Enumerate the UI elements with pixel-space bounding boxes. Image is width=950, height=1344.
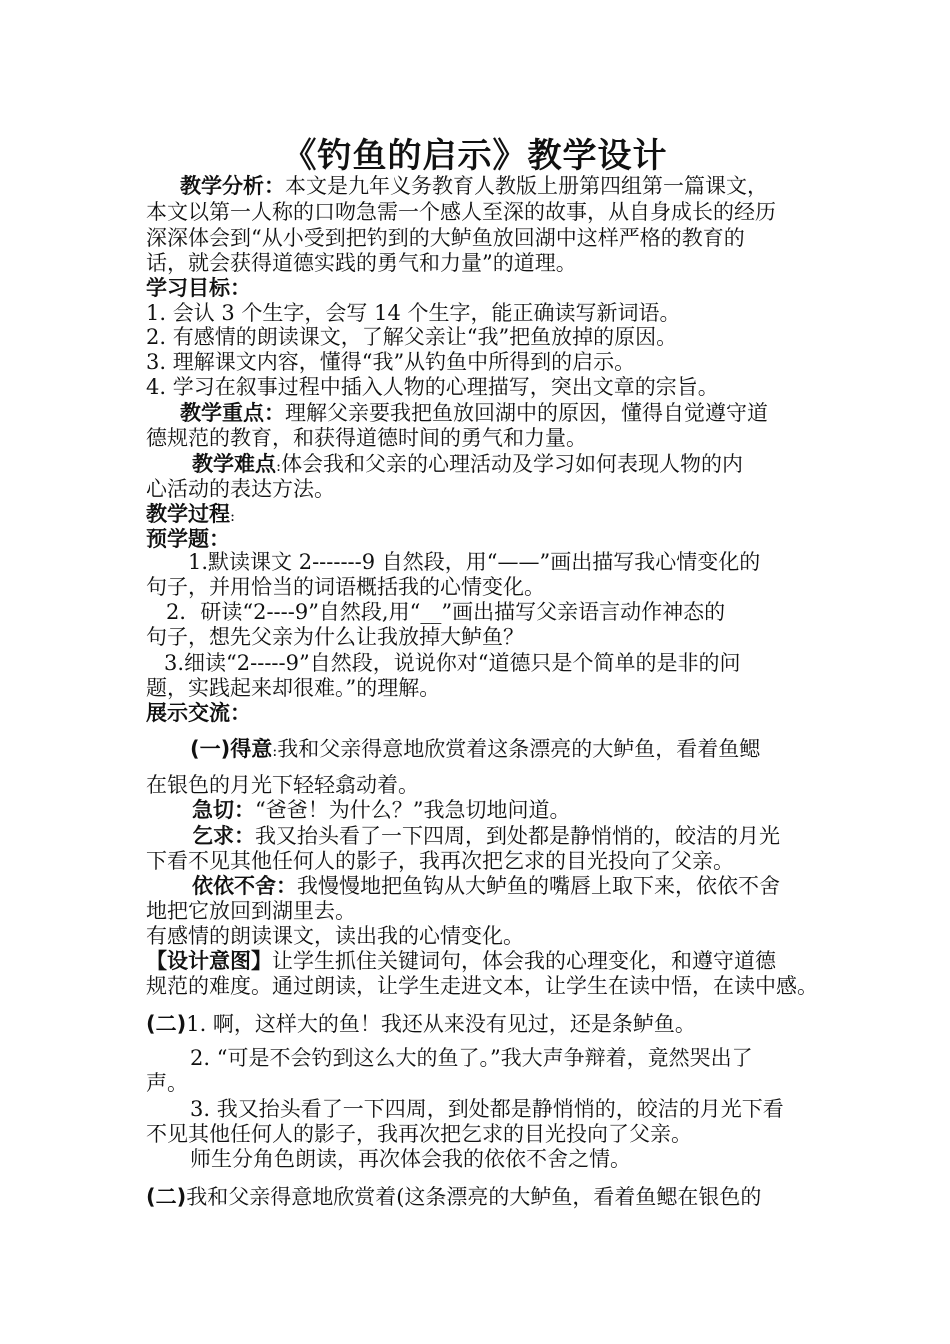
section2-label: (二) [146, 1012, 187, 1036]
difficulty-label: 教学难点 [192, 452, 276, 476]
section2-line-5: 不见其他任何人的影子，我再次把乞求的目光投向了父亲。 [146, 1122, 692, 1146]
proud-label: (一)得意 [190, 737, 273, 761]
goal-item-4: 4. 学习在叙事过程中插入人物的心理描写，突出文章的宗旨。 [146, 375, 719, 399]
display-heading: 展示交流： [146, 701, 251, 725]
difficulty-line-1: 教学难点:体会我和父亲的心理活动及学习如何表现人物的内 [192, 452, 744, 476]
beg-line-1: 乞求：我又抬头看了一下四周，到处都是静悄悄的，皎洁的月光 [192, 824, 780, 848]
reluctant-line-2: 地把它放回到湖里去。 [146, 899, 356, 923]
process-heading: 教学过程: [146, 502, 236, 526]
intent-label: 【设计意图】 [146, 949, 272, 973]
key-point-label: 教学重点： [180, 401, 285, 425]
urgent-line: 急切：“爸爸！为什么？”我急切地问道。 [192, 798, 571, 822]
pre-study-line-6: 题，实践起来却很难。”的理解。 [146, 676, 441, 700]
goal-item-3: 3. 理解课文内容，懂得“我”从钓鱼中所得到的启示。 [146, 350, 636, 374]
beg-label: 乞求： [192, 824, 255, 848]
section3-label: (二) [146, 1185, 187, 1209]
intent-line-1: 【设计意图】让学生抓住关键词句，体会我的心理变化，和遵守道德 [146, 949, 776, 973]
analysis-line-3: 深深体会到“从小受到把钓到的大鲈鱼放回湖中这样严格的教育的 [146, 226, 745, 250]
difficulty-line-2: 心活动的表达方法。 [146, 477, 335, 501]
key-point-line-2: 德规范的教育，和获得道德时间的勇气和力量。 [146, 426, 587, 450]
section2-line-1: (二)1. 啊，这样大的鱼！我还从来没有见过，还是条鲈鱼。 [146, 1012, 696, 1036]
beg-line-2: 下看不见其他任何人的影子，我再次把乞求的目光投向了父亲。 [146, 849, 734, 873]
pre-study-line-2: 句子，并用恰当的词语概括我的心情变化。 [146, 575, 545, 599]
proud-line-1: (一)得意:我和父亲得意地欣赏着这条漂亮的大鲈鱼，看着鱼鳃 [190, 737, 761, 761]
proud-line-2: 在银色的月光下轻轻翕动着。 [146, 773, 419, 797]
analysis-line-2: 本文以第一人称的口吻急需一个感人至深的故事，从自身成长的经历 [146, 200, 776, 224]
section2-line-2: 2. “可是不会钓到这么大的鱼了。”我大声争辩着，竟然哭出了 [190, 1046, 753, 1070]
section2-line-3: 声。 [146, 1071, 188, 1095]
analysis-line-4: 话，就会获得道德实践的勇气和力量”的道理。 [146, 251, 577, 275]
pre-study-line-4: 句子，想先父亲为什么让我放掉大鲈鱼？ [146, 625, 524, 649]
reluctant-label: 依依不舍： [192, 874, 297, 898]
urgent-label: 急切： [192, 798, 255, 822]
intent-line-2: 规范的难度。通过朗读，让学生走进文本，让学生在读中悟，在读中感。 [146, 974, 818, 998]
read-line: 有感情的朗读课文，读出我的心情变化。 [146, 924, 524, 948]
goal-item-2: 2. 有感情的朗读课文，了解父亲让“我”把鱼放掉的原因。 [146, 325, 678, 349]
goals-heading: 学习目标： [146, 276, 251, 300]
document-title: 《钓鱼的启示》教学设计 [282, 136, 668, 176]
reluctant-line-1: 依依不舍：我慢慢地把鱼钩从大鲈鱼的嘴唇上取下来，依依不舍 [192, 874, 780, 898]
pre-study-line-1: 1.默读课文 2-------9 自然段，用“——”画出描写我心情变化的 [188, 550, 761, 574]
section3-line-1: (二)我和父亲得意地欣赏着(这条漂亮的大鲈鱼，看着鱼鳃在银色的 [146, 1185, 762, 1209]
pre-study-heading: 预学题： [146, 527, 230, 551]
section2-line-6: 师生分角色朗读，再次体会我的依依不舍之情。 [190, 1147, 631, 1171]
pre-study-line-3: 2．研读“2----9”自然段,用“__”画出描写父亲语言动作神态的 [166, 600, 726, 624]
goal-item-1: 1. 会认 3 个生字，会写 14 个生字，能正确读写新词语。 [146, 301, 681, 325]
analysis-line-1: 教学分析：本文是九年义务教育人教版上册第四组第一篇课文， [180, 174, 768, 198]
pre-study-line-5: 3.细读“2-----9”自然段，说说你对“道德只是个简单的是非的问 [164, 651, 741, 675]
analysis-label: 教学分析： [180, 174, 285, 198]
section2-line-4: 3. 我又抬头看了一下四周，到处都是静悄悄的，皎洁的月光下看 [190, 1097, 784, 1121]
key-point-line-1: 教学重点：理解父亲要我把鱼放回湖中的原因，懂得自觉遵守道 [180, 401, 768, 425]
